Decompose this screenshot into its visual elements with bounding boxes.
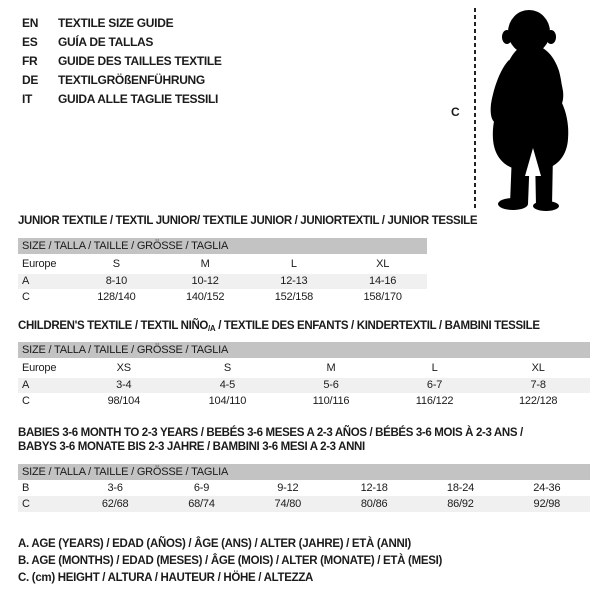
size-cell: 7-8 (530, 379, 546, 391)
size-cell: 104/110 (208, 395, 247, 407)
language-code: ES (22, 34, 38, 49)
size-cell: 140/152 (185, 291, 225, 303)
size-cell: 3-6 (107, 482, 123, 494)
footnote-b: B. AGE (MONTHS) / EDAD (MESES) / ÂGE (MOIS) / ALTER (MONATE) / ETÀ (MESI) (18, 555, 443, 567)
children-title-prefix: CHILDREN'S TEXTILE / TEXTIL NIÑO (18, 320, 209, 332)
size-cell: 80/86 (360, 498, 388, 510)
footnote-c: C. (cm) HEIGHT / ALTURA / HAUTEUR / HÖHE / ALTEZZA (18, 572, 314, 584)
footnote-legend (18, 536, 442, 587)
row-label: A (22, 379, 30, 391)
size-cell: 3-4 (116, 379, 132, 391)
children-size-header-bar: SIZE / TALLA / TAILLE / GRÖSSE / TAGLIA (18, 342, 590, 358)
babies-section-title (18, 426, 523, 454)
size-cell: 62/68 (101, 498, 129, 510)
language-code: EN (22, 15, 39, 30)
babies-size-table (18, 464, 590, 512)
size-cell: 92/98 (533, 498, 561, 510)
row-label: A (22, 275, 30, 287)
row-label: C (22, 395, 30, 407)
language-title: GUÍA DE TALLAS (58, 34, 154, 49)
size-cell: L (290, 258, 297, 270)
row-label: C (22, 498, 30, 510)
size-cell: L (431, 362, 438, 374)
table-row (18, 358, 590, 378)
size-cell: 6-7 (426, 379, 443, 391)
row-label: C (22, 291, 30, 303)
table-row (18, 480, 590, 496)
size-cell: 110/116 (312, 395, 350, 407)
size-cell: S (112, 258, 120, 270)
table-row (18, 254, 427, 274)
language-row-es (22, 32, 222, 51)
row-label: Europe (22, 258, 57, 270)
size-cell: 6-9 (193, 482, 210, 494)
size-cell: 18-24 (446, 482, 475, 494)
size-cell: M (326, 362, 336, 374)
size-cell: 10-12 (191, 275, 219, 287)
babies-size-header-bar: SIZE / TALLA / TAILLE / GRÖSSE / TAGLIA (18, 464, 590, 480)
table-row (18, 274, 427, 289)
size-cell: 4-5 (219, 379, 236, 391)
footnote-a: A. AGE (YEARS) / EDAD (AÑOS) / ÂGE (ANS) / ALTER (JAHRE) / ETÀ (ANNI) (18, 538, 411, 550)
row-label: B (22, 482, 30, 494)
size-cell: S (223, 362, 231, 374)
children-title-subscript: /A (208, 324, 216, 333)
size-cell: 12-13 (280, 275, 308, 287)
language-title: TEXTILE SIZE GUIDE (58, 15, 174, 30)
language-row-fr (22, 51, 222, 70)
junior-size-table (18, 238, 427, 305)
table-row (18, 289, 427, 305)
baby-silhouette (483, 8, 578, 212)
table-row (18, 496, 590, 512)
children-section-title (18, 319, 540, 336)
size-cell: M (200, 258, 210, 270)
size-cell: 74/80 (274, 498, 302, 510)
size-cell: 128/140 (97, 291, 136, 303)
size-cell: XL (531, 362, 545, 374)
size-cell: 152/158 (274, 291, 314, 303)
size-cell: XS (116, 362, 131, 374)
size-cell: 12-18 (360, 482, 388, 494)
size-cell: 14-16 (369, 275, 397, 287)
height-measure-dashed-line (474, 8, 476, 210)
language-code: FR (22, 53, 38, 68)
language-row-de (22, 70, 222, 89)
size-cell: 5-6 (323, 379, 339, 391)
height-measure-label: C (451, 105, 460, 119)
size-cell: 158/170 (363, 291, 402, 303)
size-cell: 24-36 (533, 482, 561, 494)
size-cell: XL (376, 258, 390, 270)
language-code: IT (22, 91, 33, 106)
language-code: DE (22, 72, 39, 87)
language-title: GUIDA ALLE TAGLIE TESSILI (58, 91, 219, 106)
size-cell: 86/92 (447, 498, 474, 510)
size-cell: 116/122 (415, 395, 454, 407)
table-row (18, 393, 590, 409)
language-title-list (22, 13, 222, 108)
size-cell: 98/104 (107, 395, 141, 407)
size-cell: 122/128 (518, 395, 558, 407)
size-cell: 8-10 (105, 275, 127, 287)
junior-section-title: JUNIOR TEXTILE / TEXTIL JUNIOR/ TEXTILE JUNIOR / JUNIORTEXTIL / JUNIOR TESSILE (18, 215, 478, 227)
children-title-suffix: / TEXTILE DES ENFANTS / KINDERTEXTIL / BAMBINI TESSILE (215, 320, 540, 332)
size-cell: 68/74 (188, 498, 215, 510)
language-title: TEXTILGRÖßENFÜHRUNG (58, 72, 205, 87)
language-row-it (22, 89, 222, 108)
babies-title-line1: BABIES 3-6 MONTH TO 2-3 YEARS / BEBÉS 3-6 MESES A 2-3 AÑOS / BÉBÉS 3-6 MOIS À 2-3 ANS / (18, 427, 523, 439)
children-size-table (18, 342, 590, 409)
language-row-en (22, 13, 222, 32)
size-cell: 9-12 (277, 482, 299, 494)
table-row (18, 378, 590, 393)
junior-size-header-bar: SIZE / TALLA / TAILLE / GRÖSSE / TAGLIA (18, 238, 427, 254)
row-label: Europe (22, 362, 57, 374)
babies-title-line2: BABYS 3-6 MONATE BIS 2-3 JAHRE / BAMBINI 3-6 MESI A 2-3 ANNI (18, 441, 365, 453)
language-title: GUIDE DES TAILLES TEXTILE (58, 53, 222, 68)
